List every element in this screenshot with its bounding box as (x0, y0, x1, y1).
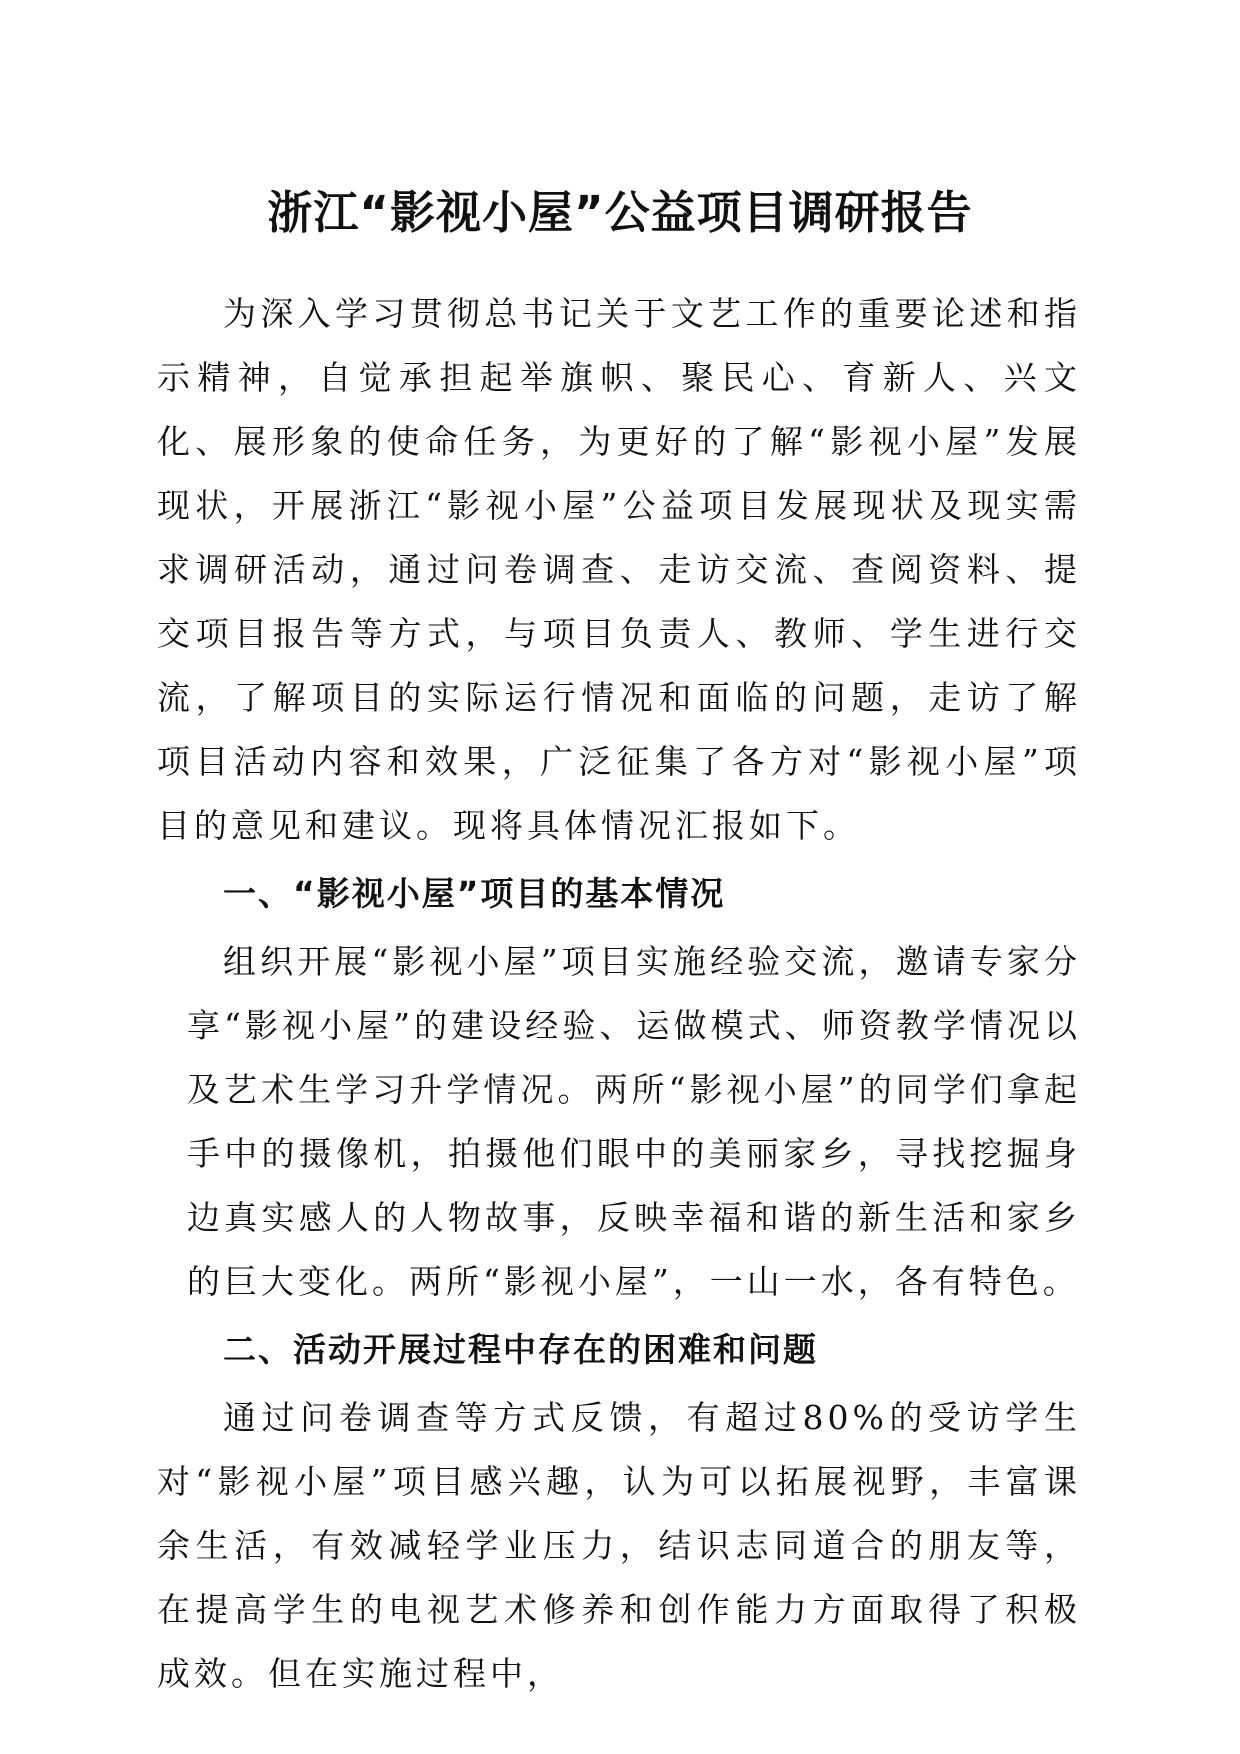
intro-paragraph: 为深入学习贯彻总书记关于文艺工作的重要论述和指示精神，自觉承担起举旗帜、聚民心、育新人、兴文化、展形象的使命任务，为更好的了解“影视小屋”发展现状，开展浙江“影视小屋”公益项目发展现状及现实需求调研活动，通过问卷调查、走访交流、查阅资料、提交项目报告等方式，与项目负责人、教师、学生进行交流，了解项目的实际运行情况和面临的问题，走访了解项目活动内容和效果，广泛征集了各方对“影视小屋”项目的意见和建议。现将具体情况汇报如下。 (157, 294, 1081, 845)
document-body (157, 282, 1081, 1706)
section-heading-2: 二、活动开展过程中存在的困难和问题 (223, 1330, 818, 1369)
section-heading-1: 一、“影视小屋”项目的基本情况 (223, 874, 726, 913)
section-1-paragraph: 组织开展“影视小屋”项目实施经验交流，邀请专家分享“影视小屋”的建设经验、运做模式、师资教学情况以及艺术生学习升学情况。两所“影视小屋”的同学们拿起手中的摄像机，拍摄他们眼中的美丽家乡，寻找挖掘身边真实感人的人物故事，反映幸福和谐的新生活和家乡的巨大变化。两所“影视小屋”，一山一水，各有特色。 (187, 942, 1081, 1301)
document-title: 浙江“影视小屋”公益项目调研报告 (267, 186, 973, 239)
section-2-paragraph: 通过问卷调查等方式反馈，有超过80%的受访学生对“影视小屋”项目感兴趣，认为可以拓展视野，丰富课余生活，有效减轻学业压力，结识志同道合的朋友等，在提高学生的电视艺术修养和创作能力方面取得了积极成效。但在实施过程中， (157, 1398, 1081, 1693)
